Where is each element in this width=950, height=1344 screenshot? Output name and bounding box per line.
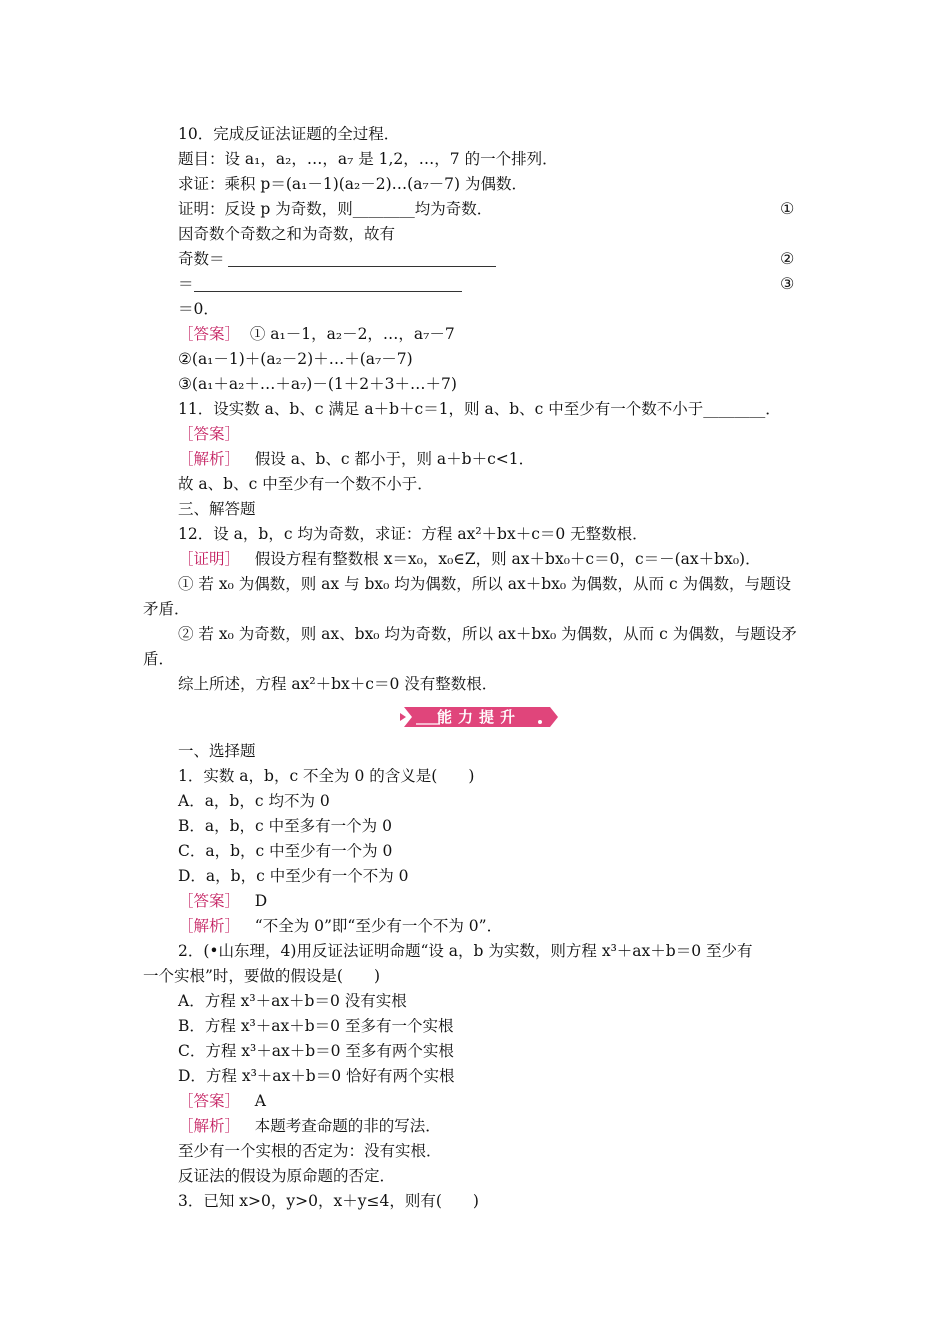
q12-case-2-cont: 盾．	[143, 650, 175, 668]
mc1-answer: ［答案］ D	[178, 892, 268, 910]
mc1-option-d: D．a，b，c 中至少有一个不为 0	[178, 867, 409, 885]
mc2-question: 2．(•山东理，4)用反证法证明命题“设 a，b 为实数，则方程 x³＋ax＋b＝0 至少有	[178, 942, 753, 960]
mc1-question: 1．实数 a，b，c 不全为 0 的含义是( )	[178, 767, 475, 785]
mc1-option-b: B．a，b，c 中至多有一个为 0	[178, 817, 392, 835]
q11-answer	[178, 424, 240, 444]
analysis-tag: ［解析］	[178, 450, 241, 468]
section-3-heading: 三、解答题	[178, 500, 256, 518]
q10-odd-eq: 奇数＝	[178, 250, 225, 268]
ability-banner	[400, 705, 558, 729]
analysis-tag: ［解析］	[178, 1117, 241, 1135]
q11-conclusion: 故 a、b、c 中至少有一个数不小于．	[178, 475, 433, 493]
mc2-analysis-3: 反证法的假设为原命题的否定．	[178, 1167, 396, 1185]
blank-line-3	[194, 291, 462, 292]
q10-proof-start: 证明：反设 p 为奇数，则________均为奇数．	[178, 200, 493, 218]
marker-2: ②	[780, 249, 795, 268]
q12-summary: 综上所述，方程 ax²＋bx＋c＝0 没有整数根．	[178, 675, 498, 693]
mc3-question: 3．已知 x>0，y>0，x＋y≤4，则有( )	[178, 1192, 479, 1210]
q10-answer-3: ③(a₁＋a₂＋…＋a₇)－(1＋2＋3＋…＋7)	[178, 375, 457, 393]
banner-title: 能力提升	[436, 708, 521, 726]
q12-case-1: ① 若 x₀ 为偶数，则 ax 与 bx₀ 均为偶数，所以 ax＋bx₀ 为偶数，从而 c 为偶数，与题设	[178, 575, 792, 593]
q10-answer-1: ① a₁－1，a₂－2，…，a₇－7	[249, 325, 455, 343]
q10-claim: 求证：乘积 p＝(a₁－1)(a₂－2)…(a₇－7) 为偶数．	[178, 175, 528, 193]
mc2-answer: ［答案］ A	[178, 1092, 266, 1110]
q12-title: 12．设 a，b，c 均为奇数，求证：方程 ax²＋bx＋c＝0 无整数根．	[178, 525, 648, 543]
q10-answer	[178, 324, 455, 344]
q12-case-1-cont: 矛盾．	[143, 600, 190, 618]
q10-problem: 题目：设 a₁，a₂，…，a₇ 是 1,2，…，7 的一个排列．	[178, 150, 558, 168]
proof-tag: ［证明］	[178, 550, 241, 568]
q12-case-2: ② 若 x₀ 为奇数，则 ax、bx₀ 均为奇数，所以 ax＋bx₀ 为偶数，从而 c 为偶数，与题设矛	[178, 625, 797, 643]
q11-analysis: ［解析］ 假设 a、b、c 都小于，则 a＋b＋c<1．	[178, 450, 535, 468]
answer-tag: ［答案］	[178, 1092, 241, 1110]
analysis-tag: ［解析］	[178, 917, 241, 935]
mc2-question-cont: 一个实根”时，要做的假设是( )	[143, 967, 381, 985]
mc2-option-d: D．方程 x³＋ax＋b＝0 恰好有两个实根	[178, 1067, 455, 1085]
mc2-analysis: ［解析］ 本题考查命题的非的写法．	[178, 1117, 441, 1135]
answer-tag: ［答案］	[178, 425, 241, 443]
q10-answer-2: ②(a₁－1)＋(a₂－2)＋…＋(a₇－7)	[178, 350, 413, 368]
mc1-analysis: ［解析］ “不全为 0”即“至少有一个不为 0”．	[178, 917, 503, 935]
mc2-option-c: C．方程 x³＋ax＋b＝0 至多有两个实根	[178, 1042, 454, 1060]
mc1-option-c: C．a，b，c 中至少有一个为 0	[178, 842, 393, 860]
q11-title: 11．设实数 a、b、c 满足 a＋b＋c＝1，则 a、b、c 中至少有一个数不小于________．	[178, 400, 781, 418]
mc2-analysis-2: 至少有一个实根的否定为：没有实根．	[178, 1142, 442, 1160]
section-1-heading: 一、选择题	[178, 742, 256, 760]
answer-tag: ［答案］	[178, 892, 241, 910]
mc1-option-a: A．a，b，c 均不为 0	[178, 792, 330, 810]
mc2-option-b: B．方程 x³＋ax＋b＝0 至多有一个实根	[178, 1017, 454, 1035]
marker-3: ③	[780, 274, 795, 293]
q10-proof-line: 因奇数个奇数之和为奇数，故有	[178, 225, 396, 243]
q10-title: 10．完成反证法证题的全过程．	[178, 125, 400, 143]
q10-eq3: ＝0．	[178, 300, 219, 318]
blank-line-2	[228, 266, 496, 267]
marker-1: ①	[780, 199, 795, 218]
q12-proof: ［证明］ 假设方程有整数根 x＝x₀，x₀∈Z，则 ax＋bx₀＋c＝0，c＝－(ax＋bx₀)．	[178, 550, 761, 568]
answer-tag: ［答案］	[178, 325, 241, 343]
q10-eq2: ＝	[178, 275, 194, 293]
mc2-option-a: A．方程 x³＋ax＋b＝0 没有实根	[178, 992, 407, 1010]
